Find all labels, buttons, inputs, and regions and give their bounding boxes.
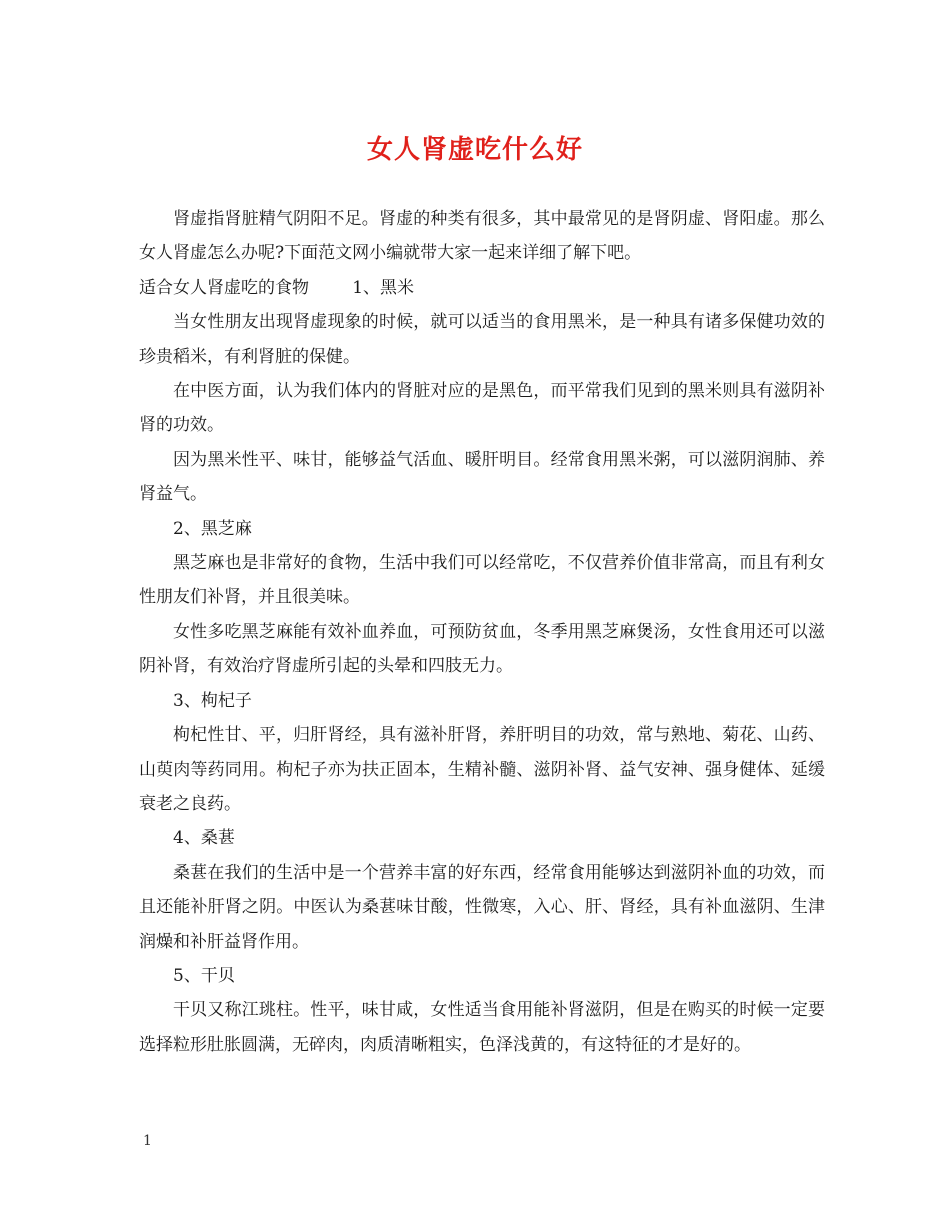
black-sesame-paragraph-2: 女性多吃黑芝麻能有效补血养血，可预防贫血，冬季用黑芝麻煲汤，女性食用还可以滋阴补肾，有效治疗肾虚所引起的头晕和四肢无力。 xyxy=(139,621,825,677)
foods-label: 适合女人肾虚吃的食物 xyxy=(139,277,309,298)
black-rice-paragraph-3: 因为黑米性平、味甘，能够益气活血、暖肝明目。经常食用黑米粥，可以滋阴润肺、养肾益气。 xyxy=(139,449,825,505)
scallop-paragraph-1: 干贝又称江珧柱。性平，味甘咸，女性适当食用能补肾滋阴，但是在购买的时候一定要选择粒形肚胀圆满，无碎肉，肉质清晰粗实，色泽浅黄的，有这特征的才是好的。 xyxy=(139,1000,825,1055)
intro-paragraph: 肾虚指肾脏精气阴阳不足。肾虚的种类有很多，其中最常见的是肾阴虚、肾阳虚。那么女人肾虚怎么办呢?下面范文网小编就带大家一起来详细了解下吧。 xyxy=(139,209,825,264)
section-heading-scallop: 5、干贝 xyxy=(173,965,235,986)
section-heading-mulberry: 4、桑葚 xyxy=(173,828,235,849)
mulberry-paragraph-1: 桑葚在我们的生活中是一个营养丰富的好东西，经常食用能够达到滋阴补血的功效，而且还能补肝肾之阴。中医认为桑葚味甘酸，性微寒，入心、肝、肾经，具有补血滋阴、生津润燥和补肝益肾作用。 xyxy=(139,862,825,952)
section-heading-goji: 3、枸杞子 xyxy=(173,690,252,711)
section-heading-black-sesame: 2、黑芝麻 xyxy=(173,518,252,539)
black-rice-paragraph-1: 当女性朋友出现肾虚现象的时候，就可以适当的食用黑米，是一种具有诸多保健功效的珍贵稻米，有利肾脏的保健。 xyxy=(139,312,825,367)
page-number: 1 xyxy=(143,1133,152,1149)
foods-heading-line xyxy=(139,271,825,305)
goji-paragraph-1: 枸杞性甘、平，归肝肾经，具有滋补肝肾，养肝明目的功效，常与熟地、菊花、山药、山萸肉等药同用。枸杞子亦为扶正固本，生精补髓、滋阴补肾、益气安神、强身健体、延缓衰老之良药。 xyxy=(139,725,825,814)
section-heading-black-rice: 1、黑米 xyxy=(352,277,415,298)
black-sesame-paragraph-1: 黑芝麻也是非常好的食物，生活中我们可以经常吃，不仅营养价值非常高，而且有利女性朋友们补肾，并且很美味。 xyxy=(139,553,825,608)
document-body xyxy=(139,202,825,1062)
black-rice-paragraph-2: 在中医方面，认为我们体内的肾脏对应的是黑色，而平常我们见到的黑米则具有滋阴补肾的功效。 xyxy=(139,381,825,436)
document-title: 女人肾虚吃什么好 xyxy=(366,135,583,165)
